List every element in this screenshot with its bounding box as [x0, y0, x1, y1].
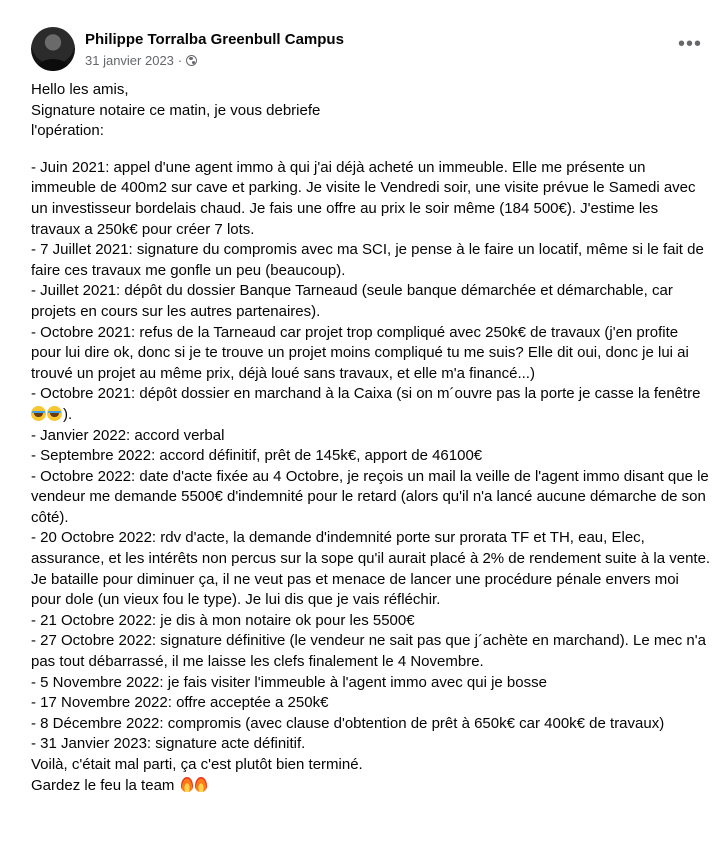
- post-date[interactable]: 31 janvier 2023: [85, 52, 174, 68]
- intro-text: [31, 101, 711, 142]
- separator-dot: ·: [177, 52, 183, 68]
- fire-emoji: [181, 777, 193, 792]
- fire-emoji: [195, 777, 207, 792]
- timeline-item-suffix: ).: [63, 405, 73, 423]
- timeline-item: - Octobre 2022: date d'acte fixée au 4 Octobre, je reçois un mail la veille de l'agent immo disant que le vendeur me demande 5500€ d'indemnité pour le retard (alors qu'il n'a lancé aucune démarche de son côté).: [31, 467, 709, 526]
- timeline-item: - 7 Juillet 2021: signature du compromis avec ma SCI, je pense à le faire un locatif, même si le fait de faire ces travaux me gonfle un peu (beaucoup).: [31, 241, 704, 279]
- timeline-item: - 5 Novembre 2022: je fais visiter l'immeuble à l'agent immo avec qui je bosse: [31, 673, 547, 691]
- timeline-item: - 21 Octobre 2022: je dis à mon notaire ok pour les 5500€: [31, 611, 415, 629]
- timeline-item: - Janvier 2022: accord verbal: [31, 426, 225, 444]
- avatar-silhouette: [37, 59, 69, 71]
- ellipsis-icon[interactable]: •••: [678, 33, 703, 55]
- timeline-item-text: - Octobre 2021: dépôt dossier en marchand à la Caixa (si on m´ouvre pas la porte je casse la fenêtre: [31, 385, 701, 403]
- timeline-item: - 8 Décembre 2022: compromis (avec clause d'obtention de prêt à 650k€ car 400k€ de travaux): [31, 714, 665, 732]
- timeline-item: - Septembre 2022: accord définitif, prêt de 145k€, apport de 46100€: [31, 447, 483, 465]
- outro-text: Voilà, c'était mal parti, ça c'est plutôt bien terminé.: [31, 756, 363, 773]
- timeline-list: [31, 158, 711, 755]
- timeline-item: - Juillet 2021: dépôt du dossier Banque Tarneaud (seule banque démarchée et démarchable, car projets en cours sur les autres partenaires).: [31, 282, 673, 320]
- intro-line-1: Signature notaire ce matin, je vous debriefe: [31, 101, 321, 119]
- signoff-text: [31, 776, 711, 797]
- timeline-item: - Juin 2021: appel d'une agent immo à qui j'ai déjà acheté un immeuble. Elle me présente un immeuble de 400m2 sur cave et parking. Je visite le Vendredi soir, une visite prévue le Samedi avec un investisseur bordelais chaud. Je fais une offre au prix le soir même (184 500€). J'estime les travaux a 250k€ pour créer 7 lots.: [31, 158, 696, 238]
- intro-line-2: l'opération:: [31, 122, 104, 140]
- tears-of-joy-emoji: [31, 406, 46, 421]
- timeline-item: - Octobre 2021: refus de la Tarneaud car projet trop compliqué avec 250k€ de travaux (j'en profite pour lui dire ok, donc si je te trouve un projet moins compliqué tu me suis? Elle dit oui, donc je lui ai trouvé un projet au même prix, déjà loué sans travaux, et elle m'a financé...): [31, 323, 689, 382]
- timeline-item: - 27 Octobre 2022: signature définitive (le vendeur ne sait pas que j´achète en marchand). Le mec n'a pas tout débarrassé, il me laisse les clefs finalement le 4 Novembre.: [31, 632, 706, 671]
- author-name[interactable]: Philippe Torralba Greenbull Campus: [85, 30, 344, 48]
- globe-icon[interactable]: [186, 55, 197, 66]
- post-meta: [85, 30, 344, 69]
- timeline-item: - 31 Janvier 2023: signature acte définitif.: [31, 735, 306, 753]
- timeline-item: - 17 Novembre 2022: offre acceptée a 250k€: [31, 694, 329, 712]
- tears-of-joy-emoji: [47, 406, 62, 421]
- avatar[interactable]: [31, 27, 75, 71]
- greeting-text: Hello les amis,: [31, 81, 129, 98]
- post-body: [31, 80, 711, 796]
- post-subline: [85, 52, 344, 69]
- timeline-item: [31, 384, 711, 425]
- signoff-label: Gardez le feu la team: [31, 776, 175, 794]
- post-header: [31, 24, 708, 74]
- timeline-item: - 20 Octobre 2022: rdv d'acte, la demande d'indemnité porte sur prorata TF et TH, eau, Elec, assurance, et les intérêts non percus sur la sope qu'il aurait placé à 2% de rendement suite à la vente. Je bataille pour diminuer ça, il ne veut pas et menace de lancer une procédure pénale envers moi pour dole (un vieux fou le type). Je lui dis que je vais réfléchir.: [31, 529, 711, 609]
